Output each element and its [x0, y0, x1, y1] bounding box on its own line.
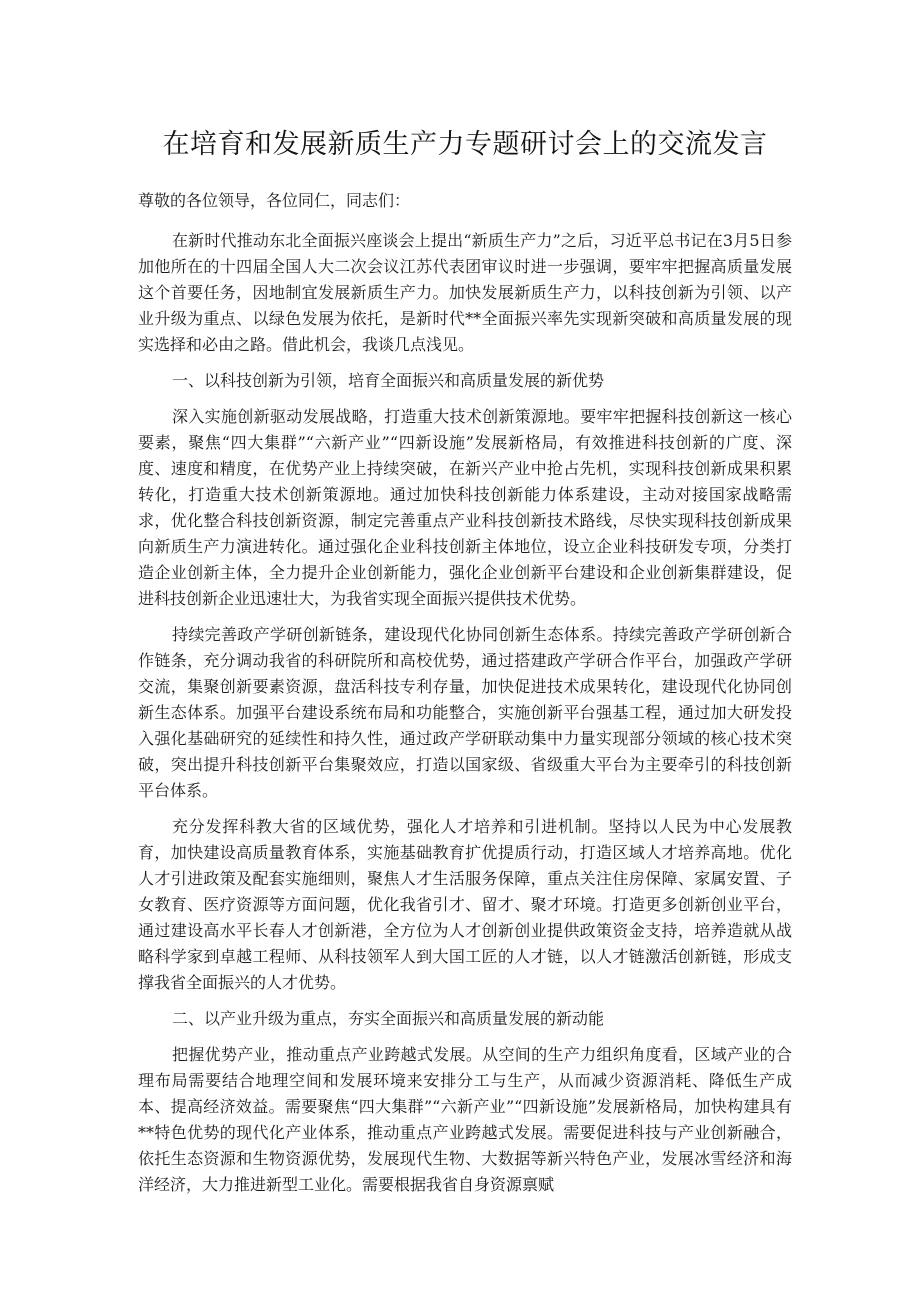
document-title: 在培育和发展新质生产力专题研讨会上的交流发言 [162, 129, 768, 160]
paragraph-2-1: 把握优势产业，推动重点产业跨越式发展。从空间的生产力组织角度看，区域产业的合理布局需要结合地理空间和发展环境来安排分工与生产，从而减少资源消耗、降低生产成本、提高经济效益。需要聚焦“四大集群”“六新产业”“四新设施”发展新格局，加快构建具有**特色优势的现代化产业体系，推动重点产业跨越式发展。需要促进科技与产业创新融合，依托生态资源和生物资源优势，发展现代生物、大数据等新兴特色产业，发展冰雪经济和海洋经济，大力推进新型工业化。需要根据我省自身资源禀赋 [138, 1045, 792, 1194]
salutation: 尊敬的各位领导，各位同仁，同志们： [138, 191, 411, 210]
paragraph-1-3: 充分发挥科教大省的区域优势，强化人才培养和引进机制。坚持以人民为中心发展教育，加快建设高质量教育体系，实施基础教育扩优提质行动，打造区域人才培养高地。优化人才引进政策及配套实施细则，聚焦人才生活服务保障，重点关注住房保障、家属安置、子女教育、医疗资源等方面问题，优化我省引才、留才、聚才环境。打造更多创新创业平台，通过建设高水平长春人才创新港，全方位为人才创新创业提供政策资金支持，培养造就从战略科学家到卓越工程师、从科技领军人到大国工匠的人才链，以人才链激活创新链，形成支撑我省全面振兴的人才优势。 [138, 817, 792, 992]
section-heading-2: 二、以产业升级为重点，夯实全面振兴和高质量发展的新动能 [172, 1009, 605, 1028]
paragraph-1-2: 持续完善政产学研创新链条，建设现代化协同创新生态体系。持续完善政产学研创新合作链条，充分调动我省的科研院所和高校优势，通过搭建政产学研合作平台，加强政产学研交流，集聚创新要素资源，盘活科技专利存量，加快促进技术成果转化，建设现代化协同创新生态体系。加强平台建设系统布局和功能整合，实施创新平台强基工程，通过加大研发投入强化基础研究的延续性和持久性，通过政产学研联动集中力量实现部分领域的核心技术突破，突出提升科技创新平台集聚效应，打造以国家级、省级重大平台为主要牵引的科技创新平台体系。 [138, 625, 792, 800]
section-heading-1: 一、以科技创新为引领，培育全面振兴和高质量发展的新优势 [172, 371, 605, 390]
paragraph-1-1: 深入实施创新驱动发展战略，打造重大技术创新策源地。要牢牢把握科技创新这一核心要素，聚焦“四大集群”“六新产业”“四新设施”发展新格局，有效推进科技创新的广度、深度、速度和精度，在优势产业上持续突破，在新兴产业中抢占先机，实现科技创新成果积累转化，打造重大技术创新策源地。通过加快科技创新能力体系建设，主动对接国家战略需求，优化整合科技创新资源，制定完善重点产业科技创新技术路线，尽快实现科技创新成果向新质生产力演进转化。通过强化企业科技创新主体地位，设立企业科技研发专项，分类打造企业创新主体，全力提升企业创新能力，强化企业创新平台建设和企业创新集群建设，促进科技创新企业迅速壮大，为我省实现全面振兴提供技术优势。 [138, 407, 792, 608]
paragraph-intro: 在新时代推动东北全面振兴座谈会上提出“新质生产力”之后，习近平总书记在3月5日参加他所在的十四届全国人大二次会议江苏代表团审议时进一步强调，要牢牢把握高质量发展这个首要任务，因地制宜发展新质生产力。加快发展新质生产力，以科技创新为引领、以产业升级为重点、以绿色发展为依托，是新时代**全面振兴率先实现新突破和高质量发展的现实选择和必由之路。借此机会，我谈几点浅见。 [138, 231, 792, 354]
